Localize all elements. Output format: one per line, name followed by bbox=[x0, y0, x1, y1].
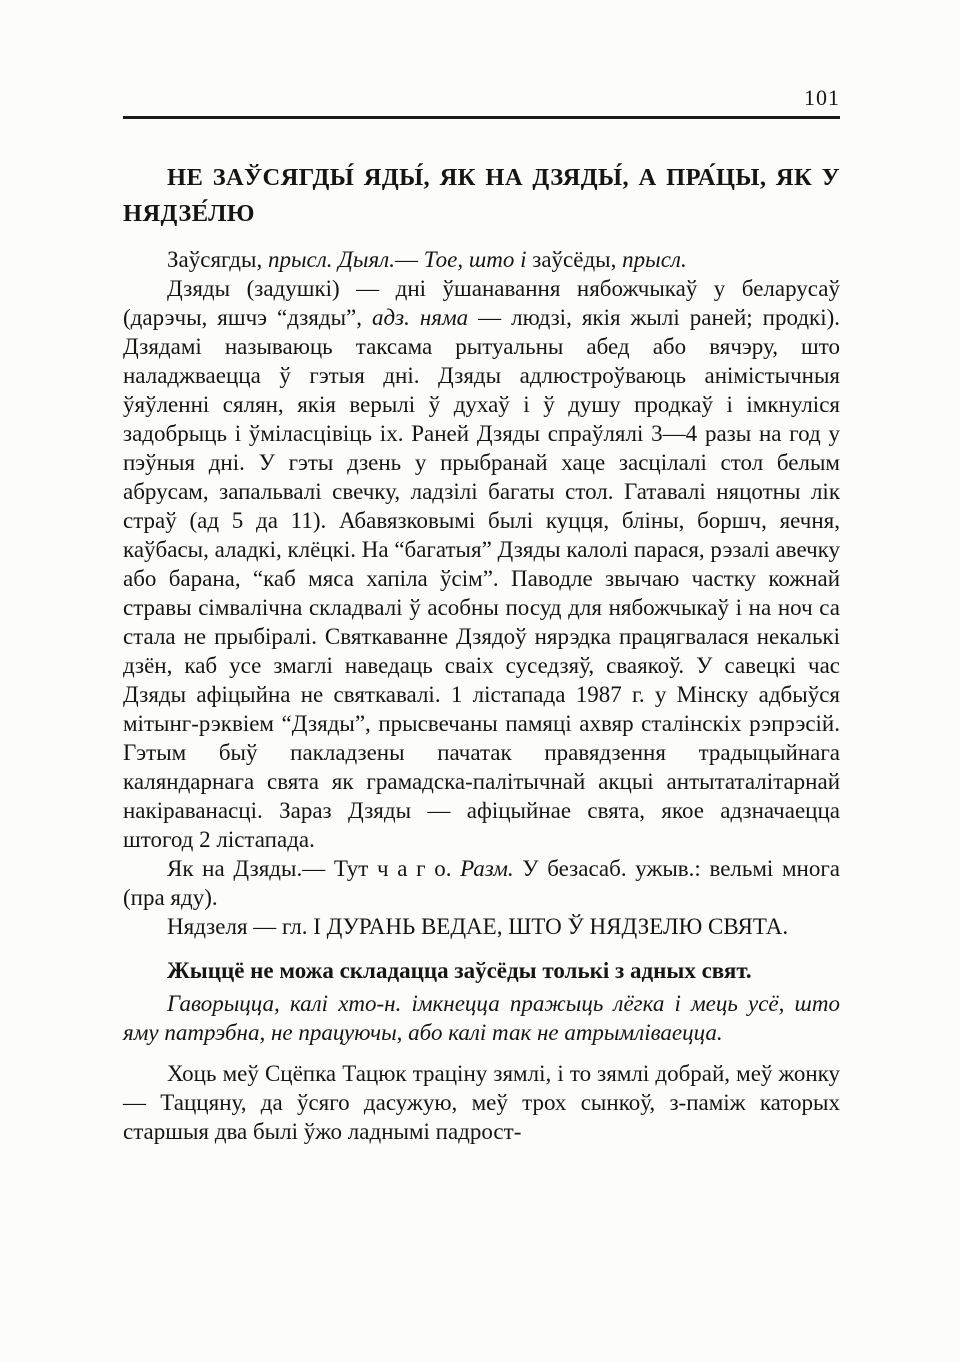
text-segment: Гаворыцца, калі хто-н. імкнецца пражыць лёгка і мець усё, што яму патрэбна, не працуючы, або калі так не атрымліваецца. bbox=[123, 991, 840, 1045]
paragraph-crossref bbox=[123, 912, 840, 941]
entry-heading: НЕ ЗАЎСЯГДЫ́ ЯДЫ́, ЯК НА ДЗЯДЫ́, А ПРА́ЦЫ, ЯК У НЯДЗЕ́ЛЮ bbox=[123, 164, 840, 227]
paragraph-proverb bbox=[123, 956, 840, 985]
text-segment: прысл. bbox=[622, 247, 687, 272]
header-rule bbox=[123, 116, 840, 119]
page-number: 101 bbox=[804, 85, 840, 110]
text-segment: У безасаб. ужыв.: вельмі многа (пра яду). bbox=[123, 856, 840, 910]
text-segment: — людзі, якія жылі раней; продкі). Дзядамі называюць таксама рытуальны абед або вячэру, што наладжваецца ў гэтыя дні. Дзяды адлюстроўваюць анімістычныя ўяўленні сялян, якія верылі ў духаў і ў душу продкаў і імкнуліся задобрыць і ўміласцівіць іх. Раней Дзяды спраўлялі 3—4 разы на год у пэўныя дні. У гэты дзень у прыбранай хаце засцілалі стол белым абрусам, запальвалі свечку, ладзілі багаты стол. Гатавалі няцотны лік страў (ад 5 да 11). Абавязковымі былі куцця, бліны, боршч, яечня, каўбасы, аладкі, клёцкі. На “багатыя” Дзяды калолі парася, рэзалі авечку або барана, “каб мяса хапіла ўсім”. Паводле звычаю частку кожнай стравы сімвалічна складвалі ў асобны посуд для нябожчыкаў і на ноч са стала не прыбіралі. Святкаванне Дзядоў нярэдка працягвалася некалькі дзён, каб усе змаглі наведаць сваіх суседзяў, сваякоў. У савецкі час Дзяды афіцыйна не святкавалі. 1 лістапада 1987 г. у Мінску адбыўся мітынг-рэквіем “Дзяды”, прысвечаны памяці ахвяр сталінскіх рэпрэсій. Гэтым быў пакладзены пачатак правядзення традыцыйнага каляндарнага свята як грамадска-палітычнай акцыі антытаталітарнай накіраванасці. Зараз Дзяды — афіцыйнае свята, якое адзначаецца штогод 2 лістапада. bbox=[123, 305, 840, 852]
text-segment: Хоць меў Сцёпка Тацюк траціну зямлі, і то зямлі добрай, меў жонку — Таццяну, да ўсяго дасужую, меў трох сынкоў, з-паміж каторых старшыя два былі ўжо ладнымі падрост- bbox=[123, 1061, 840, 1144]
paragraph-subentry bbox=[123, 854, 840, 912]
text-segment: прысл. Дыял. bbox=[267, 247, 395, 272]
paragraph-story bbox=[123, 1059, 840, 1146]
text-segment: Тое, што і bbox=[423, 247, 533, 272]
text-segment: Нядзеля — гл. І ДУРАНЬ ВЕДАЕ, ШТО Ў НЯДЗЕЛЮ СВЯТА. bbox=[167, 914, 789, 939]
paragraph-entry bbox=[123, 245, 840, 274]
text-segment: Заўсягды, bbox=[167, 247, 268, 272]
text-segment: заўсёды, bbox=[532, 247, 623, 272]
text-segment: Як на Дзяды.— Тут ч а г о. bbox=[167, 856, 461, 881]
text-segment: — bbox=[394, 247, 424, 272]
text-segment: Жыццё не можа складацца заўсёды толькі з адных свят. bbox=[167, 958, 752, 983]
text-blocks bbox=[123, 245, 840, 1146]
paragraph-body bbox=[123, 274, 840, 854]
text-segment: Дзяды (задушкі) — дні ўшанавання нябожчыкаў у беларусаў (дарэчы, яшчэ “дзяды”, bbox=[123, 276, 840, 330]
paragraph-meaning bbox=[123, 989, 840, 1047]
text-segment: адз. няма bbox=[371, 305, 469, 330]
text-segment: Разм. bbox=[460, 856, 514, 881]
